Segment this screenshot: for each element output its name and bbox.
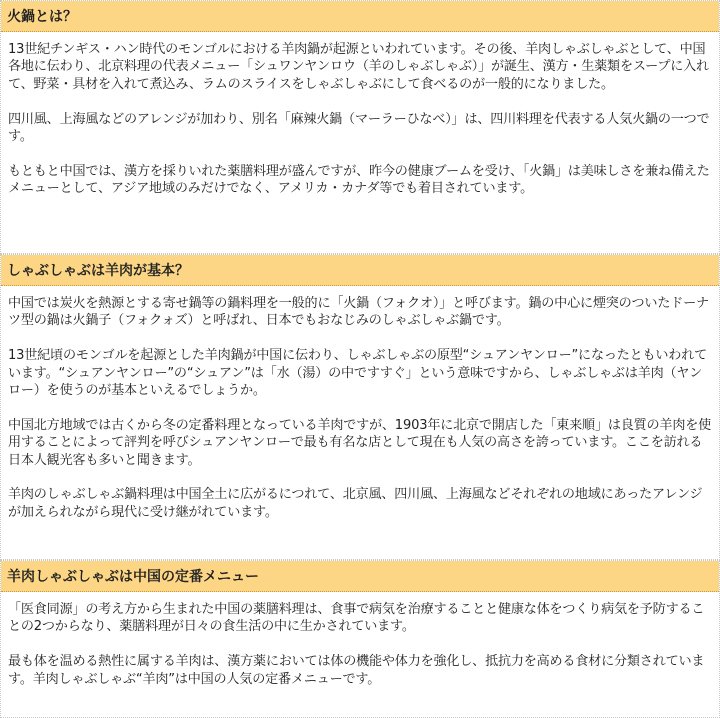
section-heading: しゃぶしゃぶは羊肉が基本？ [1,255,719,286]
section-what-is-hot-pot [0,0,720,254]
paragraph: 13世紀頃のモンゴルを起源とした羊肉鍋が中国に伝わり、しゃぶしゃぶの原型“シュアンヤンロー”になったともいわれています。“シュアンヤンロー”の“シュアン”は「水（湯）の中ですすぐ」という意味ですから、しゃぶしゃぶは羊肉（ヤンロー）を使うのが基本といえるでしょうか。 [8,348,707,399]
paragraph: 四川風、上海風などのアレンジが加わり、別名「麻辣火鍋（マーラーひなべ）」は、四川料理を代表する人気火鍋の一つです。 [8,111,710,145]
section-body [1,32,719,198]
section-body [1,592,719,688]
section-heading: 羊肉しゃぶしゃぶは中国の定番メニュー [1,561,719,592]
paragraph: 13世紀チンギス・ハン時代のモンゴルにおける羊肉鍋が起源といわれています。その後、羊肉しゃぶしゃぶとして、中国各地に伝わり、北京料理の代表メニュー「シュワンヤンロウ（羊のしゃぶしゃぶ）」が誕生、漢方・生薬類をスープに入れて、野菜・具材を入れて煮込み、ラムのスライスをしゃぶしゃぶにして食べるのが一般的になりました。 [8,42,709,92]
paragraph: もともと中国では、漢方を採りいれた薬膳料理が盛んですが、昨今の健康ブームを受け、「火鍋」は美味しさを兼ね備えたメニューとして、アジア地域のみだけでなく、アメリカ・カナダ等でも着目されています。 [8,163,710,197]
paragraph: 中国では炭火を熱源とする寄せ鍋等の鍋料理を一般的に「火鍋（フォクオ）」と呼びます。鍋の中心に煙突のついたドーナツ型の鍋は火鍋子（フォクォズ）と呼ばれ、日本でもおなじみのしゃぶしゃぶ鍋です。 [8,296,709,329]
paragraph: 「医食同源」の考え方から生まれた中国の薬膳料理は、食事で病気を治療することと健康な体をつくり病気を予防することの2つからなり、薬膳料理が日々の食生活の中に生かされています。 [8,602,705,635]
section-standard-menu [0,560,720,718]
section-heading: 火鍋とは？ [1,1,719,32]
paragraph: 最も体を温める熱性に属する羊肉は、漢方薬においては体の機能や体力を強化し、抵抗力を高める食材に分類されています。羊肉しゃぶしゃぶ“羊肉”は中国の人気の定番メニューです。 [8,654,705,687]
paragraph: 中国北方地域では古くから冬の定番料理となっている羊肉ですが、1903年に北京で開店した「東来順」は良質の羊肉を使用することによって評判を呼びシュアンヤンローで最も有名な店として現在も人気の高さを誇っています。ここを訪れる日本人観光客も多いと聞きます。 [8,417,711,468]
paragraph: 羊肉のしゃぶしゃぶ鍋料理は中国全土に広がるにつれて、北京風、四川風、上海風などそれぞれの地域にあったアレンジが加えられながら現代に受け継がれています。 [8,487,703,520]
section-shabu-lamb-basics [0,254,720,560]
section-body [1,286,719,521]
